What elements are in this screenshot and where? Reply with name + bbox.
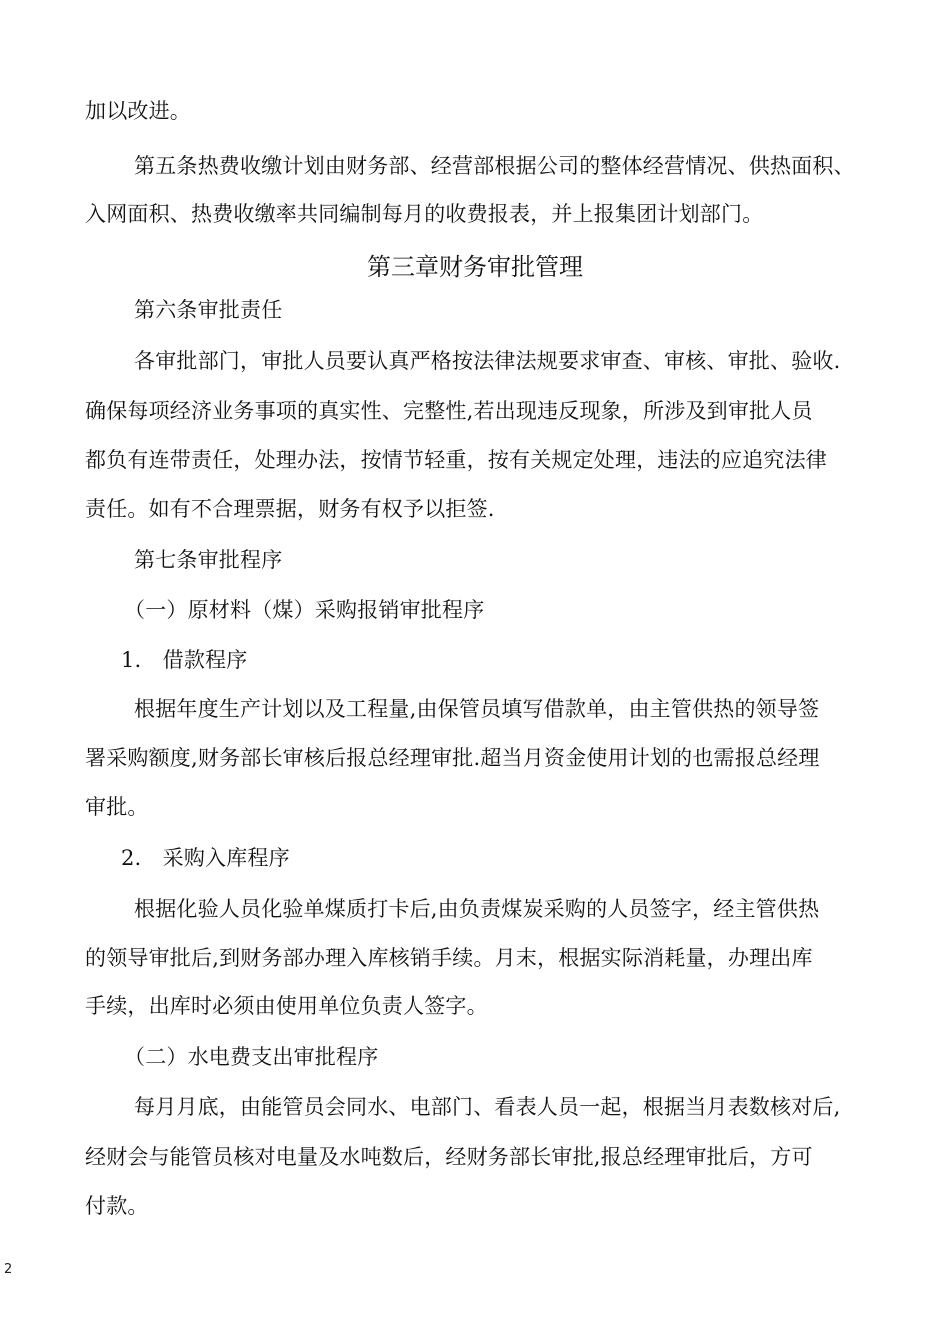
paragraph-line: 加以改进。 xyxy=(85,99,191,123)
paragraph-line: 付款。 xyxy=(85,1194,149,1218)
page-number: 2 xyxy=(4,1262,13,1277)
paragraph-line: 每月月底，由能管员会同水、电部门、看表人员一起，根据当月表数核对后, xyxy=(134,1095,841,1119)
paragraph-line: 入网面积、热费收缴率共同编制每月的收费报表，并上报集团计划部门。 xyxy=(85,202,764,226)
article-title: 第七条审批程序 xyxy=(134,548,283,572)
paragraph-line: 审批。 xyxy=(85,795,149,819)
chapter-heading: 第三章财务审批管理 xyxy=(367,253,583,281)
paragraph-line: 署采购额度,财务部长审核后报总经理审批.超当月资金使用计划的也需报总经理 xyxy=(85,746,820,770)
paragraph-line: 根据年度生产计划以及工程量,由保管员填写借款单，由主管供热的领导签 xyxy=(134,697,820,721)
paragraph-line: 手续，出库时必须由使用单位负责人签字。 xyxy=(85,994,488,1018)
paragraph-line: 都负有连带责任，处理办法，按情节轻重，按有关规定处理，违法的应追究法律 xyxy=(85,448,827,472)
article-title: 第六条审批责任 xyxy=(134,298,283,322)
section-title: （一）原材料（煤）采购报销审批程序 xyxy=(124,598,485,622)
numbered-item: 1. 借款程序 xyxy=(121,648,248,672)
paragraph-line: 第五条热费收缴计划由财务部、经营部根据公司的整体经营情况、供热面积、 xyxy=(134,154,855,178)
section-title: （二）水电费支出审批程序 xyxy=(124,1045,379,1069)
paragraph-line: 根据化验人员化验单煤质打卡后,由负责煤炭采购的人员签字，经主管供热 xyxy=(134,897,820,921)
numbered-item: 2. 采购入库程序 xyxy=(121,846,290,870)
paragraph-line: 各审批部门，审批人员要认真严格按法律法规要求审查、审核、审批、验收. xyxy=(134,349,841,373)
paragraph-line: 责任。如有不合理票据，财务有权予以拒签. xyxy=(85,497,495,521)
paragraph-line: 确保每项经济业务事项的真实性、完整性,若出现违反现象，所涉及到审批人员 xyxy=(85,399,813,423)
paragraph-line: 的领导审批后,到财务部办理入库核销手续。月末，根据实际消耗量，办理出库 xyxy=(85,946,813,970)
paragraph-line: 经财会与能管员核对电量及水吨数后，经财务部长审批,报总经理审批后，方可 xyxy=(85,1145,813,1169)
